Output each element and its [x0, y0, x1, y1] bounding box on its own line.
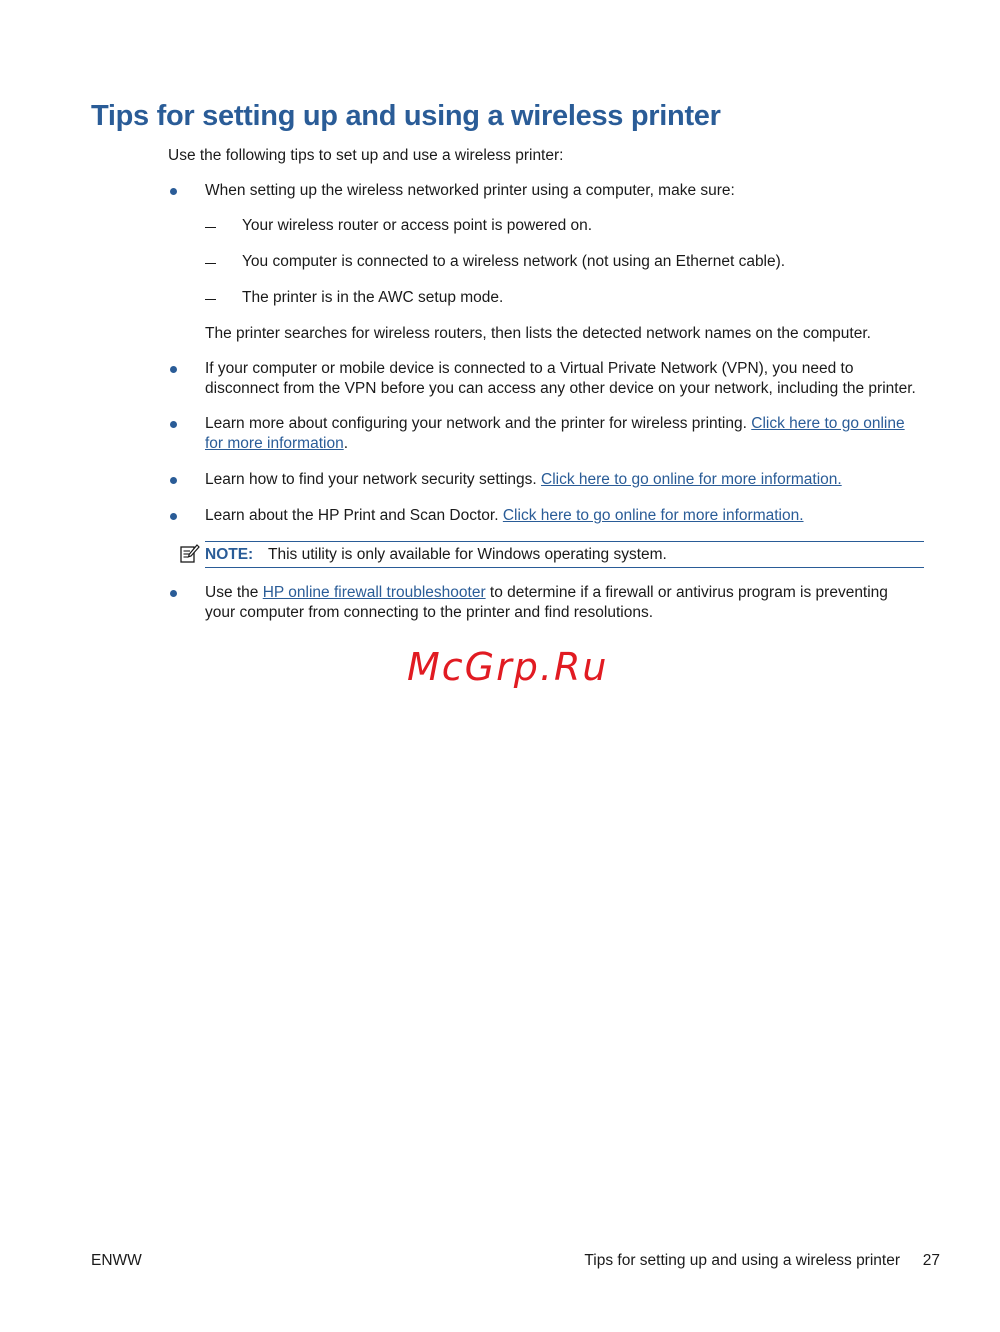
page-title: Tips for setting up and using a wireless printer — [91, 100, 721, 132]
note-icon — [179, 543, 201, 565]
bullet-2-line-1: If your computer or mobile device is connected to a Virtual Private Network (VPN), you need to — [205, 360, 854, 377]
bullet-4-text: Learn how to find your network security settings. — [205, 471, 537, 488]
bullet-icon — [170, 188, 177, 195]
dash-icon — [205, 299, 216, 300]
bullet-6-line-1 — [205, 583, 888, 603]
sub-item-1: Your wireless router or access point is powered on. — [242, 217, 593, 234]
bullet-6-line-2: your computer from connecting to the printer and find resolutions. — [205, 604, 654, 621]
bullet-3-line-2 — [205, 434, 348, 454]
note-label-text: NOTE: — [205, 546, 254, 563]
bullet-icon — [170, 513, 177, 520]
print-scan-doctor-link[interactable]: Click here to go online for more information. — [502, 507, 804, 524]
bullet-1-followup: The printer searches for wireless routers, then lists the detected network names on the computer. — [205, 325, 871, 342]
page-number: 27 — [922, 1252, 940, 1269]
online-info-link-continued[interactable]: for more information — [205, 435, 344, 452]
online-info-link[interactable]: Click here to go online — [751, 415, 905, 432]
intro-text: Use the following tips to set up and use a wireless printer: — [168, 147, 564, 164]
bullet-4-line — [205, 470, 842, 490]
note-text: This utility is only available for Windows operating system. — [268, 546, 667, 563]
watermark: McGrp.Ru — [407, 645, 609, 689]
bullet-1-text: When setting up the wireless networked printer using a computer, make sure: — [205, 182, 735, 199]
firewall-troubleshooter-link[interactable]: HP online firewall troubleshooter — [262, 584, 486, 601]
dash-icon — [205, 227, 216, 228]
footer-title: Tips for setting up and using a wireless printer — [584, 1252, 900, 1269]
bullet-icon — [170, 421, 177, 428]
bullet-3-text: Learn more about configuring your network and the printer for wireless printing. — [205, 415, 747, 432]
sub-item-2: You computer is connected to a wireless network (not using an Ethernet cable). — [242, 253, 786, 270]
bullet-6-prefix: Use the — [205, 584, 259, 601]
dash-icon — [205, 263, 216, 264]
bullet-icon — [170, 590, 177, 597]
sub-item-3: The printer is in the AWC setup mode. — [242, 289, 504, 306]
bullet-5-text: Learn about the HP Print and Scan Doctor. — [205, 507, 499, 524]
bullet-5-line — [205, 506, 804, 526]
bullet-icon — [170, 477, 177, 484]
note-bottom-rule — [205, 567, 924, 568]
bullet-3-line-1 — [205, 414, 905, 434]
bullet-2-line-2: disconnect from the VPN before you can access any other device on your network, including the printer. — [205, 380, 916, 397]
bullet-6-suffix: to determine if a firewall or antivirus program is preventing — [489, 584, 888, 601]
bullet-icon — [170, 366, 177, 373]
footer-left: ENWW — [91, 1252, 142, 1269]
note-label — [205, 545, 253, 565]
period: . — [343, 435, 349, 452]
security-settings-link[interactable]: Click here to go online for more information. — [541, 471, 842, 488]
note-top-rule — [205, 541, 924, 542]
